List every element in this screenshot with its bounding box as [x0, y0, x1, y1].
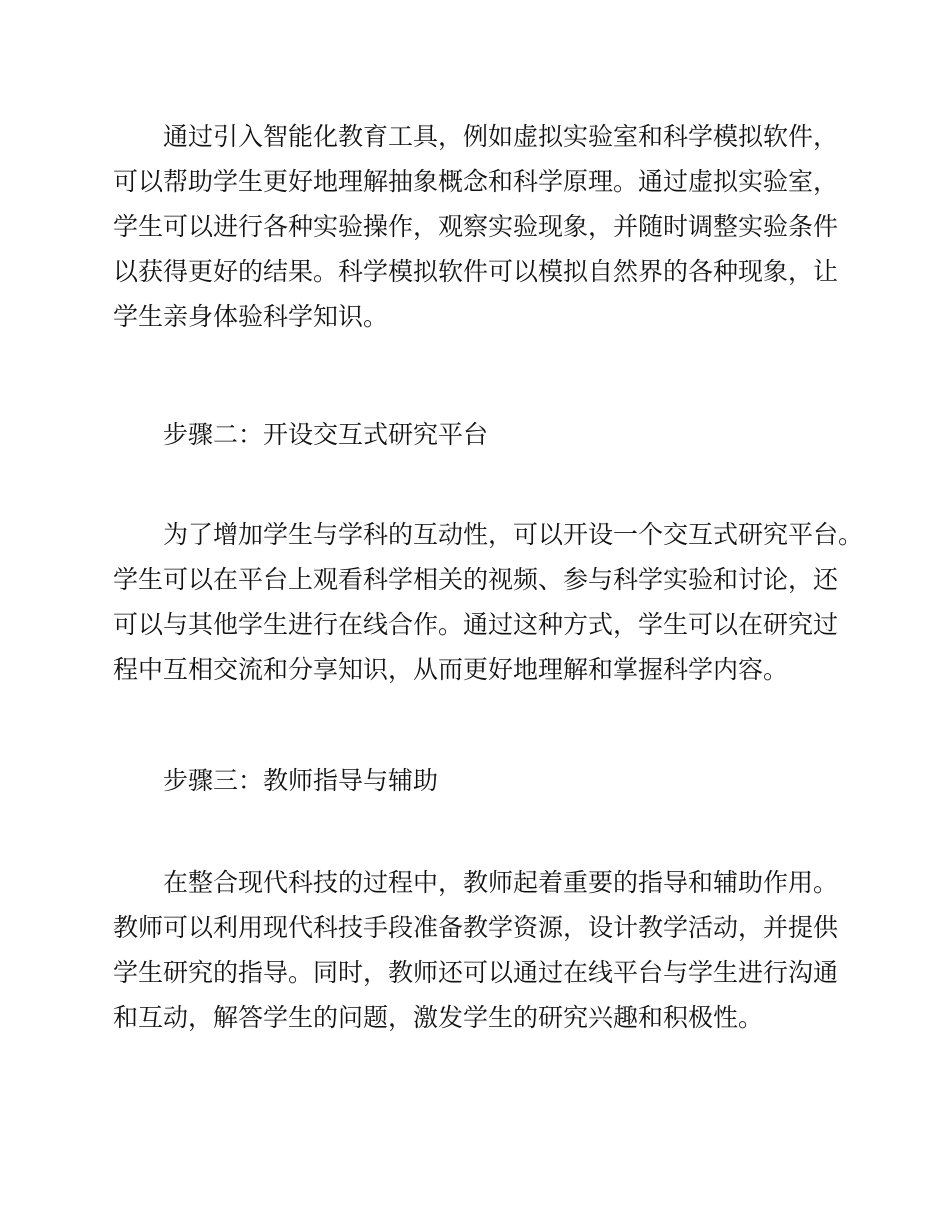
paragraph-interactive-platform	[113, 512, 873, 692]
paragraph-line: 学生研究的指导。同时，教师还可以通过在线平台与学生进行沟通	[113, 958, 839, 987]
paragraph-intelligent-tools	[113, 114, 873, 339]
paragraph-line: 学生可以在平台上观看科学相关的视频、参与科学实验和讨论，还	[113, 565, 839, 594]
paragraph-line: 程中互相交流和分享知识，从而更好地理解和掌握科学内容。	[113, 655, 789, 684]
paragraph-line: 可以帮助学生更好地理解抽象概念和科学原理。通过虚拟实验室，	[113, 167, 839, 196]
paragraph-line: 学生可以进行各种实验操作，观察实验现象，并随时调整实验条件	[113, 212, 839, 241]
paragraph-line: 在整合现代科技的过程中，教师起着重要的指导和辅助作用。	[163, 868, 839, 897]
section-heading: 步骤三：教师指导与辅助	[163, 766, 439, 795]
paragraph-line: 通过引入智能化教育工具，例如虚拟实验室和科学模拟软件，	[163, 122, 839, 151]
paragraph-line: 为了增加学生与学科的互动性，可以开设一个交互式研究平台。	[163, 520, 864, 549]
heading-step-two	[113, 412, 873, 457]
paragraph-line: 以获得更好的结果。科学模拟软件可以模拟自然界的各种现象，让	[113, 257, 839, 286]
section-heading: 步骤二：开设交互式研究平台	[163, 420, 489, 449]
paragraph-teacher-guidance	[113, 860, 873, 1040]
paragraph-line: 教师可以利用现代科技手段准备教学资源，设计教学活动，并提供	[113, 913, 839, 942]
paragraph-line: 学生亲身体验科学知识。	[113, 302, 389, 331]
paragraph-line: 可以与其他学生进行在线合作。通过这种方式，学生可以在研究过	[113, 610, 839, 639]
heading-step-three	[113, 758, 873, 803]
paragraph-line: 和互动，解答学生的问题，激发学生的研究兴趣和积极性。	[113, 1003, 764, 1032]
